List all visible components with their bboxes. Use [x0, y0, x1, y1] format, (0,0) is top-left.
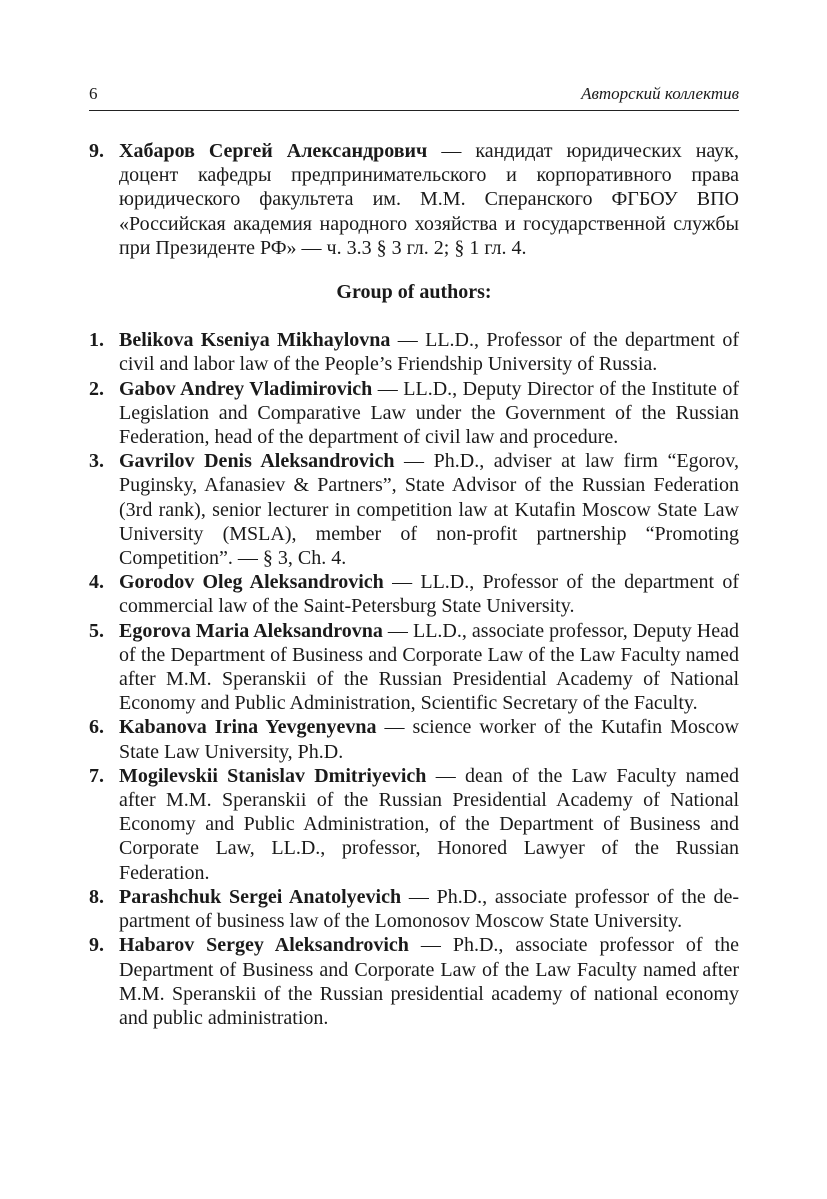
author-name: Хабаров Сергей Александрович: [119, 140, 428, 162]
running-title: Авторский коллектив: [581, 84, 739, 103]
page-number: 6: [89, 84, 98, 103]
russian-author-entry: [89, 139, 739, 260]
section-title: Group of authors:: [336, 281, 492, 304]
author-description: — LL.D., associate professor, Deputy Head of the Department of Business and Corporate Law of the Law Faculty named after M.M. Speranskii of the Russian Presidential Academy of National Economy and Public Administration, Scientific Secretary of the Faculty.: [119, 619, 739, 715]
author-name: Kabanova Irina Yevgenyevna: [119, 716, 377, 739]
entry-number: 6.: [89, 716, 104, 739]
author-description: — Ph.D., associate professor of the Department of Business and Corporate Law of the Law Faculty named after M.M. Speranskii of the Russian presidential academy of national economy and public administration.: [119, 934, 739, 1029]
entry-number: 4.: [89, 571, 104, 594]
entry-number: 5.: [89, 619, 104, 642]
entry-number: 9.: [89, 934, 104, 957]
author-description: — LL.D., Professor of the department of civil and labor law of the People’s Friendship University of Russia.: [119, 329, 740, 376]
author-name: Gabov Andrey Vladimirovich: [119, 377, 373, 400]
entry-number: 7.: [89, 764, 104, 787]
author-name: Gavrilov Denis Aleksandrovich: [119, 450, 395, 473]
entry-number: 3.: [89, 450, 104, 473]
author-description: — science worker of the Kutafin Moscow State Law University, Ph.D.: [119, 716, 740, 763]
author-name: Gorodov Oleg Aleksandrovich: [119, 571, 384, 594]
author-name: Habarov Sergey Aleksandrovich: [119, 934, 409, 957]
entry-number: 9.: [89, 140, 104, 162]
list-item: [89, 933, 739, 1030]
author-description: — LL.D., Professor of the department of commercial law of the Saint-Petersburg State University.: [119, 571, 739, 618]
entry-number: 8.: [89, 885, 104, 908]
list-item: [89, 764, 739, 885]
author-name: Belikova Kseniya Mikhaylovna: [119, 329, 391, 352]
author-description: — Ph.D., adviser at law firm “Egorov, Puginsky, Afanasiev & Partners”, State Advisor of the Russian Federation (3rd rank), senior lecturer in competition law at Kutafin Moscow State Law University (MSLA), member of non-profit partnership “Promoting Competition”. — § 3, Ch. 4.: [119, 450, 740, 570]
entry-number: 2.: [89, 377, 104, 400]
author-name: Egorova Maria Aleksandrovna: [119, 619, 383, 642]
list-item: [89, 377, 739, 450]
author-description: — dean of the Law Faculty named after M.M. Speranskii of the Russian Presidential Academy of National Economy and Public Administration, of the Department of Business and Corporate Law, LL.D., professor, Honored Lawyer of the Russian Federation.: [119, 764, 739, 884]
authors-list: [89, 328, 739, 1030]
author-description: — кандидат юридических наук, доцент кафедры предпринимательского и корпоративного права юридического факультета им. М.М. Сперанского ФГБОУ ВПО «Российская академия народного хозяйства и государственной службы при Президенте РФ» — ч. 3.3 § 3 гл. 2; § 1 гл. 4.: [119, 140, 739, 259]
page-content: [89, 139, 739, 1030]
list-item: [89, 619, 739, 716]
author-name: Parashchuk Sergei Anatolyevich: [119, 885, 402, 908]
list-item: [89, 885, 739, 933]
page-header: [89, 84, 739, 111]
author-description: — LL.D., Deputy Director of the Institute of Legislation and Comparative Law under the Government of the Russian Federation, head of the department of civil law and procedure.: [119, 377, 740, 449]
author-description: — Ph.D., associate professor of the department of business law of the Lomonosov Moscow State University.: [119, 885, 740, 933]
list-item: [89, 715, 739, 763]
entry-number: 1.: [89, 329, 104, 352]
list-item: [89, 449, 739, 570]
author-name: Mogilevskii Stanislav Dmitriyevich: [119, 764, 427, 787]
list-item: [89, 328, 739, 376]
list-item: [89, 570, 739, 618]
